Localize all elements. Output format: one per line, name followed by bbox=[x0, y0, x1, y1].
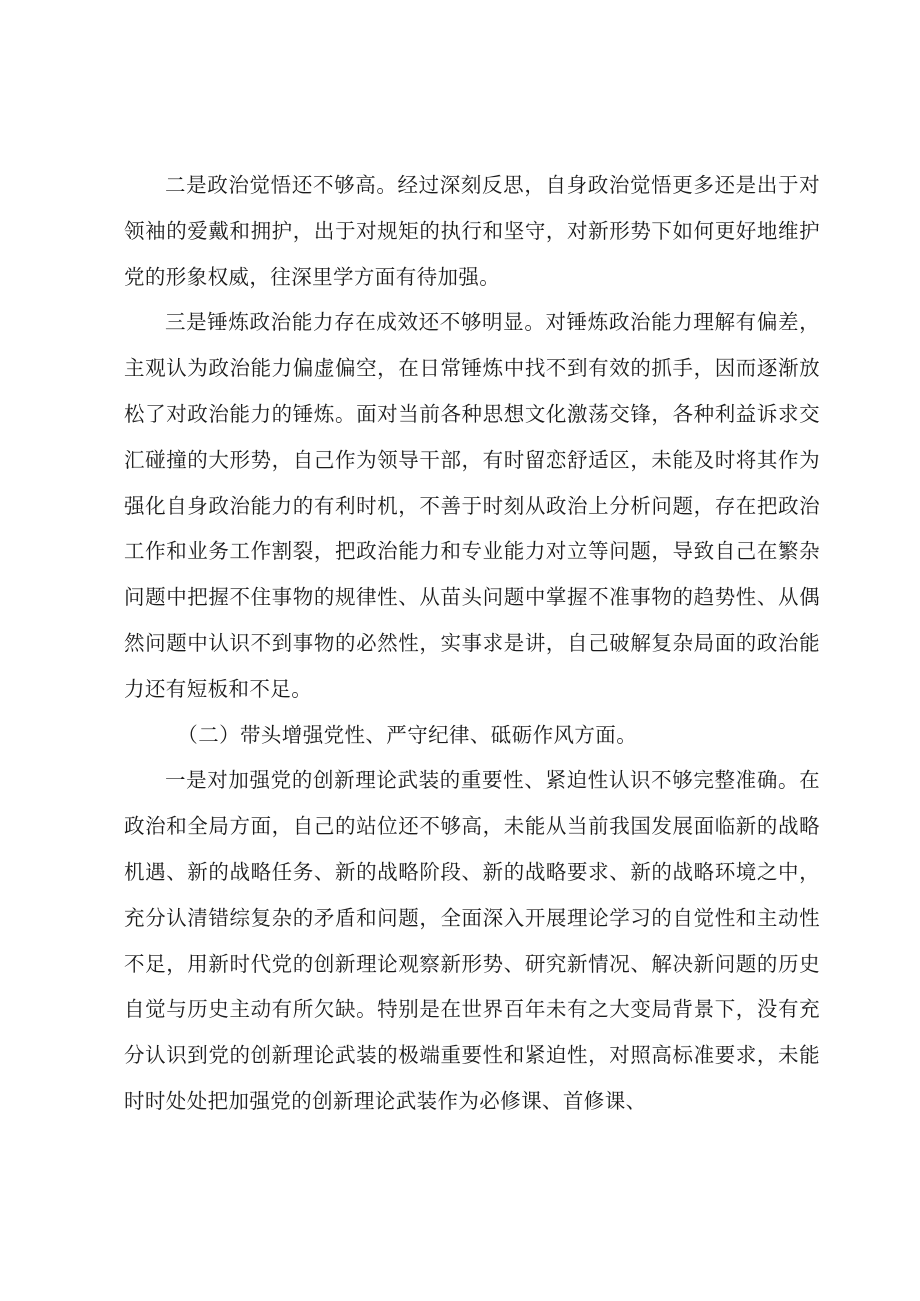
document-body bbox=[124, 163, 820, 1125]
paragraph-political-ability: 三是锤炼政治能力存在成效还不够明显。对锤炼政治能力理解有偏差，主观认为政治能力偏虚偏空，在日常锤炼中找不到有效的抓手，因而逐渐放松了对政治能力的锤炼。面对当前各种思想文化激荡交锋，各种利益诉求交汇碰撞的大形势，自己作为领导干部，有时留恋舒适区，未能及时将其作为强化自身政治能力的有利时机，不善于时刻从政治上分析问题，存在把政治工作和业务工作割裂，把政治能力和专业能力对立等问题，导致自己在繁杂问题中把握不住事物的规律性、从苗头问题中掌握不准事物的趋势性、从偶然问题中认识不到事物的必然性，实事求是讲，自己破解复杂局面的政治能力还有短板和不足。 bbox=[124, 310, 820, 701]
paragraph-political-awareness: 二是政治觉悟还不够高。经过深刻反思，自身政治觉悟更多还是出于对领袖的爱戴和拥护，出于对规矩的执行和坚守，对新形势下如何更好地维护党的形象权威，往深里学方面有待加强。 bbox=[124, 173, 820, 289]
paragraph-theory-arming: 一是对加强党的创新理论武装的重要性、紧迫性认识不够完整准确。在政治和全局方面，自己的站位还不够高，未能从当前我国发展面临新的战略机遇、新的战略任务、新的战略阶段、新的战略要求、新的战略环境之中，充分认清错综复杂的矛盾和问题，全面深入开展理论学习的自觉性和主动性不足，用新时代党的创新理论观察新形势、研究新情况、解决新问题的历史自觉与历史主动有所欠缺。特别是在世界百年未有之大变局背景下，没有充分认识到党的创新理论武装的极端重要性和紧迫性，对照高标准要求，未能时时处处把加强党的创新理论武装作为必修课、首修课、 bbox=[124, 768, 820, 1113]
section-heading: （二）带头增强党性、严守纪律、砥砺作风方面。 bbox=[177, 722, 638, 747]
